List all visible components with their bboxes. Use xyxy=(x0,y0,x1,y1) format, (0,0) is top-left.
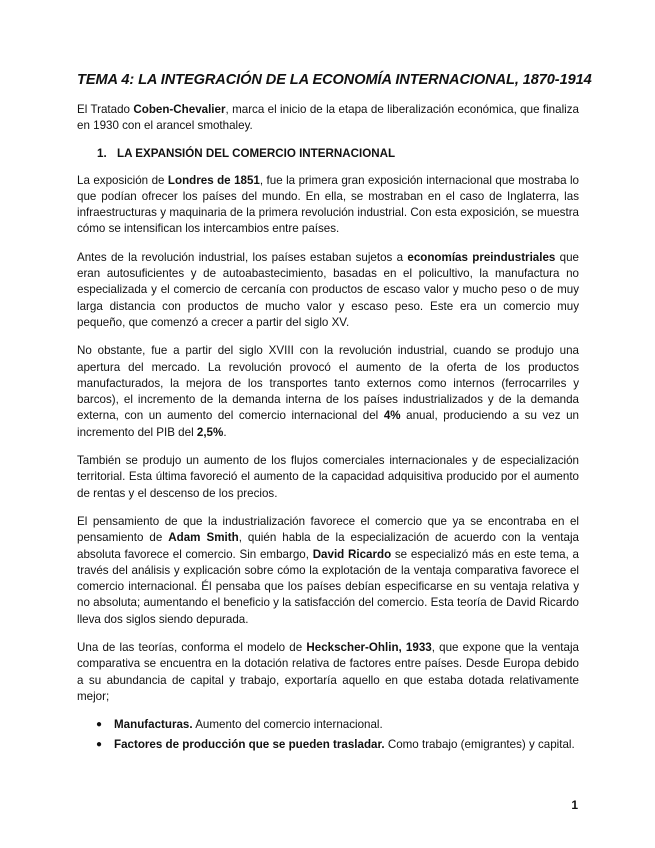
paragraph-1: La exposición de Londres de 1851, fue la primera gran exposición internacional que mostraba lo que podían ofrecer los países del mundo. En ella, se mostraban en el caso de Inglaterra, las infraestructuras y maquinaria de la primera revolución industrial. Con esta exposición, se muestra cómo se intensifican los intercambios entre países. xyxy=(77,173,579,236)
page-number: 1 xyxy=(571,798,578,812)
paragraph-4: También se produjo un aumento de los flujos comerciales internacionales y de especialización territorial. Esta última favoreció el aumento de la capacidad adquisitiva producido por el aumento de rentas y el descenso de los precios. xyxy=(77,454,579,500)
paragraph-3: No obstante, fue a partir del siglo XVIII con la revolución industrial, cuando se produjo una apertura del mercado. La revolución provocó el aumento de la oferta de los productos manufacturados, la mejora de los transportes tanto externos como internos (ferrocarriles y barcos), el incremento de la demanda interna de los países industrializados y de la demanda externa, con un aumento del comercio internacional del 4% anual, produciendo a su vez un incremento del PIB del 2,5%. xyxy=(77,344,579,439)
section-number: 1. xyxy=(97,146,107,160)
paragraph-5: El pensamiento de que la industrialización favorece el comercio que ya se encontraba en el pensamiento de Adam Smith, quién habla de la especialización de acuerdo con la ventaja absoluta favorece el comercio. Sin embargo, David Ricardo se especializó más en este tema, a través del análisis y explicación sobre cómo la explotación de la ventaja comparativa favorece el comercio internacional. Él pensaba que los países debían especificarse en su ventaja relativa y no absoluta; aumentando el beneficio y la satisfacción del comercio. Esta teoría de David Ricardo lleva dos siglos siendo depurada. xyxy=(77,514,580,626)
bullet-icon: ● xyxy=(96,719,103,731)
paragraph-6: Una de las teorías, conforma el modelo de Heckscher-Ohlin, 1933, que expone que la ventaja comparativa se encuentra en la dotación relativa de factores entre países. Desde Europa debido a su abundancia de capital y trabajo, exportaría aquello en que estaba dotada relativamente mejor; xyxy=(77,641,579,703)
paragraph-2: Antes de la revolución industrial, los países estaban sujetos a economías preindustriales que eran autosuficientes y de autoabastecimiento, basadas en el policultivo, la manufactura no especializada y el comercio de cercanía con productos de escaso valor y mucho peso o de muy larga distancia con productos de mucho valor y escaso peso. Este era un comercio muy pequeño, que comenzó a crecer a partir del siglo XV. xyxy=(77,250,579,329)
section-heading xyxy=(97,147,579,160)
document-title: TEMA 4: LA INTEGRACIÓN DE LA ECONOMÍA INTERNACIONAL, 1870-1914 xyxy=(77,72,592,88)
section-title: LA EXPANSIÓN DEL COMERCIO INTERNACIONAL xyxy=(117,146,396,160)
intro-paragraph: El Tratado Coben-Chevalier, marca el inicio de la etapa de liberalización económica, que finaliza en 1930 con el arancel smothaley. xyxy=(77,103,579,133)
bullet-icon: ● xyxy=(96,738,103,750)
list-item: ● Factores de producción que se pueden trasladar. Como trabajo (emigrantes) y capital. xyxy=(77,737,579,753)
list-item: ● Manufacturas. Aumento del comercio internacional. xyxy=(77,717,579,733)
bullet-list xyxy=(77,717,579,753)
